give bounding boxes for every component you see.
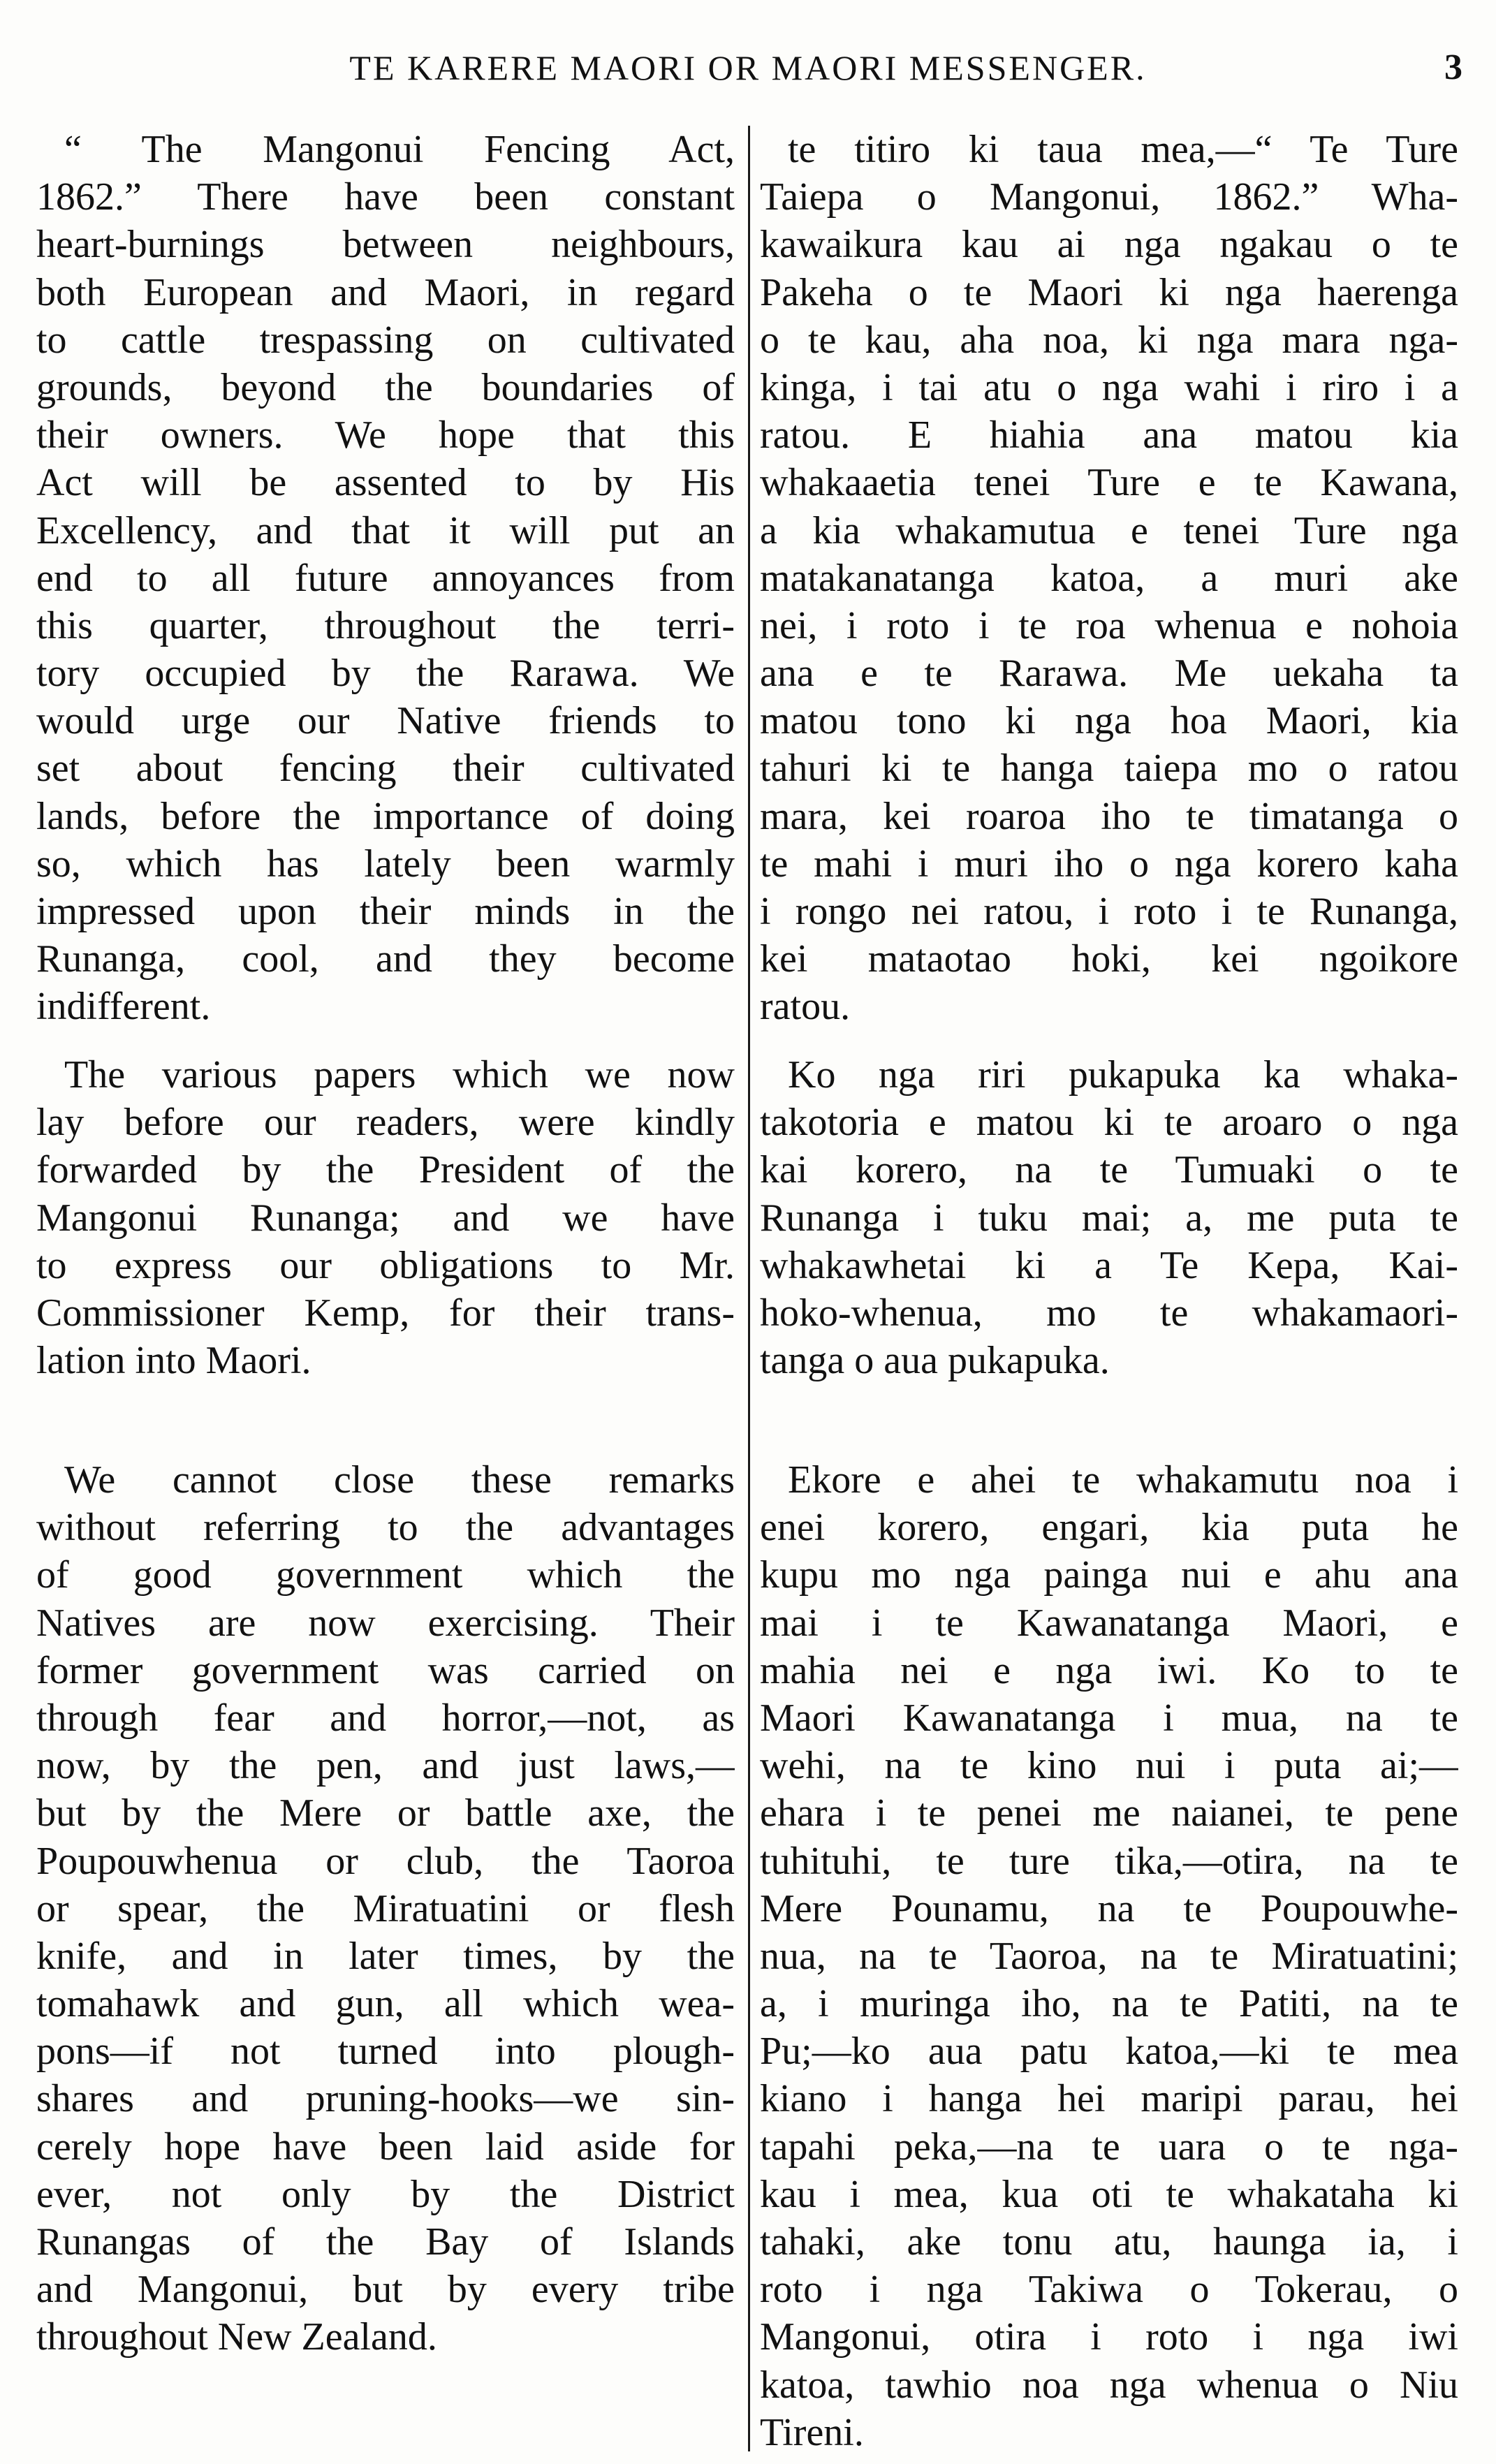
text-line: through fear and horror,—not, as	[36, 1696, 735, 1740]
text-line: hoko-whenua, mo te whakamaori-	[760, 1291, 1458, 1335]
text-line: set about fencing their cultivated	[36, 747, 735, 791]
text-line: Ekore e ahei te whakamutu noa i	[788, 1458, 1458, 1502]
text-line: would urge our Native friends to	[36, 699, 735, 743]
text-line: Tireni.	[760, 2410, 864, 2454]
text-line: Maori Kawanatanga i mua, na te	[760, 1696, 1458, 1740]
english-paragraph-government	[36, 1456, 735, 2361]
text-line: Mangonui, otira i roto i nga iwi	[760, 2315, 1458, 2359]
text-line: “ The Mangonui Fencing Act,	[64, 128, 735, 171]
text-line: to express our obligations to Mr.	[36, 1243, 735, 1287]
text-line: enei korero, engari, kia puta he	[760, 1506, 1458, 1550]
maori-paragraph-pukapuka	[760, 1051, 1458, 1384]
page-header	[0, 43, 1496, 92]
text-line: Commissioner Kemp, for their trans-	[36, 1291, 735, 1335]
page-number: 3	[1444, 47, 1462, 87]
text-line: Runanga i tuku mai; a, me puta te	[760, 1196, 1458, 1240]
text-line: whakaaetia tenei Ture e te Kawana,	[760, 461, 1458, 505]
text-line: mahia nei e nga iwi. Ko to te	[760, 1648, 1458, 1692]
text-line: lands, before the importance of doing	[36, 794, 735, 838]
text-line: katoa, tawhio noa nga whenua o Niu	[760, 2363, 1458, 2407]
text-line: Runangas of the Bay of Islands	[36, 2220, 735, 2264]
text-line: this quarter, throughout the terri-	[36, 603, 735, 647]
text-line: i rongo nei ratou, i roto i te Runanga,	[760, 890, 1458, 933]
text-line: kupu mo nga painga nui e ahu ana	[760, 1553, 1458, 1597]
text-line: Act will be assented to by His	[36, 461, 735, 505]
text-line: ehara i te penei me naianei, te pene	[760, 1791, 1458, 1835]
text-line: nei, i roto i te roa whenua e nohoia	[760, 603, 1458, 647]
text-line: pons—if not turned into plough-	[36, 2030, 735, 2074]
text-line: te mahi i muri iho o nga korero kaha	[760, 842, 1458, 886]
english-paragraph-fencing-act	[36, 126, 735, 1031]
maori-paragraph-kawanatanga	[760, 1456, 1458, 2456]
text-line: We cannot close these remarks	[64, 1458, 735, 1502]
text-line: Mere Pounamu, na te Poupouwhe-	[760, 1886, 1458, 1930]
text-line: mara, kei roaroa iho te timatanga o	[760, 794, 1458, 838]
text-line: Ko nga riri pukapuka ka whaka-	[788, 1053, 1458, 1097]
text-line: ana e te Rarawa. Me uekaha ta	[760, 652, 1458, 696]
text-line: end to all future annoyances from	[36, 556, 735, 600]
text-line: shares and pruning-hooks—we sin-	[36, 2077, 735, 2121]
text-line: 1862.” There have been constant	[36, 175, 735, 219]
text-line: Pakeha o te Maori ki nga haerenga	[760, 270, 1458, 314]
text-line: roto i nga Takiwa o Tokerau, o	[760, 2268, 1458, 2312]
text-line: tanga o aua pukapuka.	[760, 1339, 1110, 1383]
text-line: Runanga, cool, and they become	[36, 937, 735, 981]
text-line: Poupouwhenua or club, the Taoroa	[36, 1839, 735, 1883]
text-line: te titiro ki taua mea,—“ Te Ture	[788, 128, 1458, 171]
text-line: indifferent.	[36, 985, 211, 1029]
text-line: tapahi peka,—na te uara o te nga-	[760, 2125, 1458, 2169]
text-line: knife, and in later times, by the	[36, 1934, 735, 1978]
english-paragraph-papers	[36, 1051, 735, 1384]
text-line: lay before our readers, were kindly	[36, 1101, 735, 1145]
text-line: tahaki, ake tonu atu, haunga ia, i	[760, 2220, 1458, 2264]
masthead-title: TE KARERE MAORI OR MAORI MESSENGER.	[349, 48, 1147, 87]
text-line: The various papers which we now	[64, 1053, 735, 1097]
text-line: tuhituhi, te ture tika,—otira, na te	[760, 1839, 1458, 1883]
text-line: so, which has lately been warmly	[36, 842, 735, 886]
text-line: or spear, the Miratuatini or flesh	[36, 1886, 735, 1930]
text-line: ratou.	[760, 985, 851, 1029]
text-line: without referring to the advantages	[36, 1506, 735, 1550]
text-line: wehi, na te kino nui i puta ai;—	[760, 1744, 1458, 1788]
text-line: mai i te Kawanatanga Maori, e	[760, 1601, 1458, 1645]
text-line: their owners. We hope that this	[36, 413, 735, 457]
text-line: cerely hope have been laid aside for	[36, 2125, 735, 2169]
text-line: kai korero, na te Tumuaki o te	[760, 1148, 1458, 1192]
text-line: ratou. E hiahia ana matou kia	[760, 413, 1458, 457]
text-line: but by the Mere or battle axe, the	[36, 1791, 735, 1835]
text-line: both European and Maori, in regard	[36, 270, 735, 314]
text-line: o te kau, aha noa, ki nga mara nga-	[760, 318, 1458, 362]
text-line: a kia whakamutua e tenei Ture nga	[760, 508, 1458, 552]
text-line: matou tono ki nga hoa Maori, kia	[760, 699, 1458, 743]
text-line: Taiepa o Mangonui, 1862.” Wha-	[760, 175, 1458, 219]
text-line: heart-burnings between neighbours,	[36, 223, 735, 267]
text-line: of good government which the	[36, 1553, 735, 1597]
column-divider	[748, 126, 750, 2451]
text-line: grounds, beyond the boundaries of	[36, 365, 735, 409]
maori-paragraph-ture-taiepa	[760, 126, 1458, 1031]
text-line: kiano i hanga hei maripi parau, hei	[760, 2077, 1458, 2121]
text-line: now, by the pen, and just laws,—	[36, 1744, 735, 1788]
text-line: matakanatanga katoa, a muri ake	[760, 556, 1458, 600]
text-line: kawaikura kau ai nga ngakau o te	[760, 223, 1458, 267]
text-line: throughout New Zealand.	[36, 2315, 437, 2359]
text-line: takotoria e matou ki te aroaro o nga	[760, 1101, 1458, 1145]
text-line: Mangonui Runanga; and we have	[36, 1196, 735, 1240]
text-line: tahuri ki te hanga taiepa mo o ratou	[760, 747, 1458, 791]
text-line: kei mataotao hoki, kei ngoikore	[760, 937, 1458, 981]
text-line: tomahawk and gun, all which wea-	[36, 1982, 735, 2026]
text-line: a, i muringa iho, na te Patiti, na te	[760, 1982, 1458, 2026]
text-line: impressed upon their minds in the	[36, 890, 735, 933]
text-line: ever, not only by the District	[36, 2172, 735, 2216]
text-line: whakawhetai ki a Te Kepa, Kai-	[760, 1243, 1458, 1287]
text-line: Excellency, and that it will put an	[36, 508, 735, 552]
text-line: tory occupied by the Rarawa. We	[36, 652, 735, 696]
text-line: Pu;—ko aua patu katoa,—ki te mea	[760, 2030, 1458, 2074]
text-line: and Mangonui, but by every tribe	[36, 2268, 735, 2312]
text-line: kau i mea, kua oti te whakataha ki	[760, 2172, 1458, 2216]
text-line: nua, na te Taoroa, na te Miratuatini;	[760, 1934, 1458, 1978]
text-line: kinga, i tai atu o nga wahi i riro i a	[760, 365, 1458, 409]
text-line: Natives are now exercising. Their	[36, 1601, 735, 1645]
text-line: forwarded by the President of the	[36, 1148, 735, 1192]
text-line: to cattle trespassing on cultivated	[36, 318, 735, 362]
text-line: lation into Maori.	[36, 1339, 311, 1383]
text-line: former government was carried on	[36, 1648, 735, 1692]
